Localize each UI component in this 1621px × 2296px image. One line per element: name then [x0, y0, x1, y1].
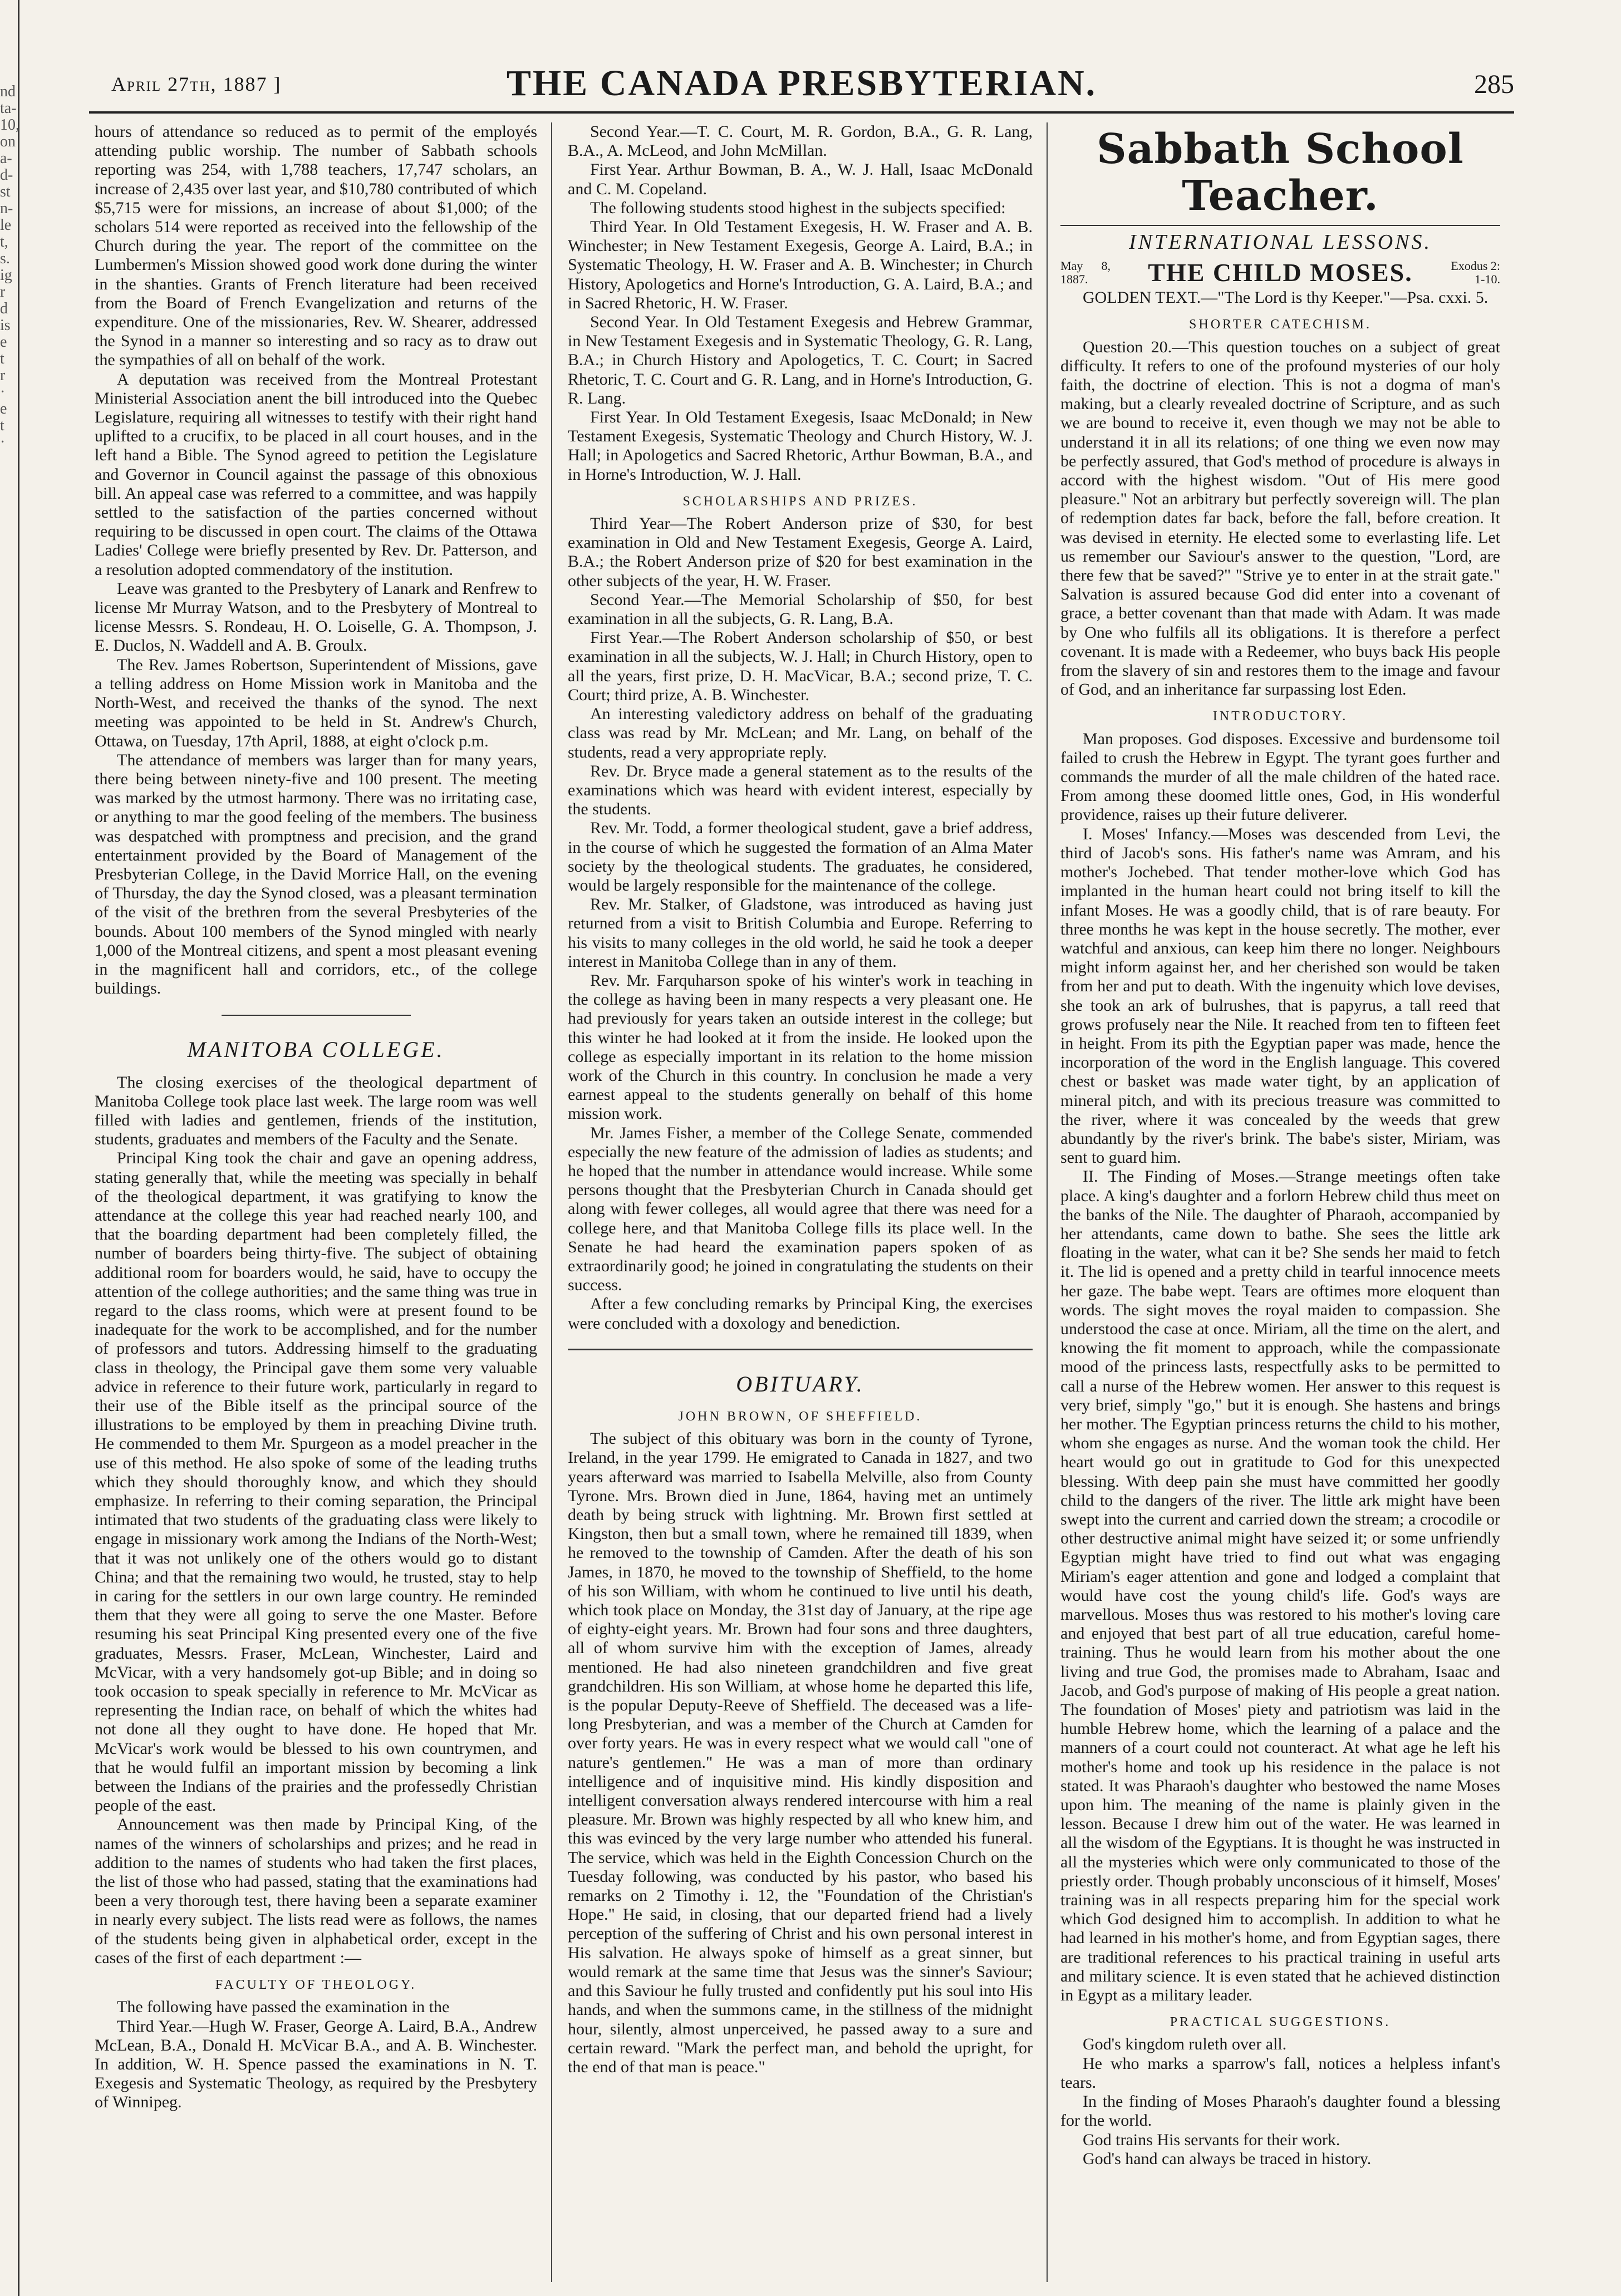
section-divider: [568, 1349, 1033, 1350]
suggestion-item: He who marks a sparrow's fall, notices a helpless infant's tears.: [1060, 2054, 1500, 2092]
article-paragraph: Rev. Dr. Bryce made a general statement as to the results of the examinations which was heard with evident interest, especially by the students.: [568, 761, 1033, 819]
obituary-subheading: JOHN BROWN, OF SHEFFIELD.: [678, 1409, 922, 1424]
shorter-catechism-heading: SHORTER CATECHISM.: [1189, 317, 1372, 332]
article-paragraph: hours of attendance so reduced as to permit of the employés attending public worship. The number of Sabbath schools reporting was 254, with 1,788 teachers, 17,747 scholars, an increase of 2,435 over last year, and $10,780 contributed of which $5,715 were for missions, an increase of about $1,000; of the scholars 514 were reported as received into the fellowship of the Church during the year. The report of the committee on the Lumbermen's Mission showed good work done during the winter in the shanties. Grants of French literature had been received from the Board of French Evangelization and returns of the expenditure. One of the missionaries, Rev. W. Shearer, addressed the Synod in a manner so interesting and so racy as to draw out the sympathies of all on behalf of the work.: [95, 122, 537, 370]
column-sabbath-school: [1060, 122, 1500, 2282]
lesson-title: THE CHILD MOSES.: [1148, 258, 1413, 287]
introductory-heading: INTRODUCTORY.: [1212, 709, 1348, 724]
masthead-title: THE CANADA PRESBYTERIAN.: [506, 63, 1097, 104]
article-paragraph: I. Moses' Infancy.—Moses was descended from Levi, the third of Jacob's sons. His father's name was Amram, and his mother's Jochebed. That tender mother-love which God has implanted in the human heart could not bring itself to kill the infant Moses. He was a goodly child, that is of rare beauty. For three months he was kept in the house secretly. The mother, ever watchful and anxious, can keep him there no longer. Neighbours might inform against her, and her cherished son would be taken from her and put to death. With the ingenuity which love devises, she took an ark of bulrushes, that is papyrus, a tall reed that grows profusely near the Nile. It reached from ten to fifteen feet in height. From its pith the Egyptian paper was made, hence the incorporation of the word in the English language. This covered chest or basket was made water tight, by an application of mineral pitch, and with its precious treasure was committed to the river, where it was concealed by the weeds that grew abundantly by the river's brink. The babe's sister, Miriam, was sent to guard him.: [1060, 824, 1500, 1167]
article-paragraph: A deputation was received from the Montreal Protestant Ministerial Association anent the bill introduced into the Quebec Legislature, requiring all witnesses to testify with their right hand uplifted to a crucifix, to be placed in all court houses, and in the left hand a Bible. The Synod agreed to petition the Legislature and Governor in Council against the passage of this obnoxious bill. An appeal case was referred to a committee, and was happily settled to the satisfaction of the parties concerned without requiring to be discussed in open court. The claims of the Ottawa Ladies' College were briefly presented by Rev. Dr. Patterson, and a resolution adopted commendatory of the institution.: [95, 370, 537, 579]
article-paragraph: Mr. James Fisher, a member of the College Senate, commended especially the new feature of the admission of ladies as students; and he hoped that the number in attendance would increase. While some persons thought that the Presbyterian Church in Canada should get along with fewer colleges, all would agree that there was need for a college here, and that Manitoba College fills its place well. In the Senate he had heard the examination papers spoken of as extraordinarily good; he joined in congratulating the students on their success.: [568, 1123, 1033, 1295]
suggestion-item: God's hand can always be traced in history.: [1083, 2149, 1372, 2168]
issue-date: April 27th, 1887 ]: [111, 73, 282, 95]
article-paragraph: Second Year. In Old Testament Exegesis and Hebrew Grammar, in New Testament Exegesis and in Systematic Theology, G. R. Lang, B.A.; in Church History and Apologetics, T. C. Court; in Sacred Rhetoric, T. C. Court and G. R. Lang, and in Horne's Introduction, G. R. Lang.: [568, 313, 1033, 407]
column-rule: [1047, 122, 1048, 2282]
adjacent-page-fragments: nd ta- 10, on a- d- st n- le t, s. ig r d is e t r · e t ·: [0, 83, 19, 451]
manitoba-college-heading: MANITOBA COLLEGE.: [187, 1037, 445, 1063]
article-paragraph: First Year. In Old Testament Exegesis, Isaac McDonald; in New Testament Exegesis, Systematic Theology and Church History, W. J. Hall; in Apologetics and Sacred Rhetoric, Arthur Bowman, B.A., and in Horne's Introduction, W. J. Hall.: [568, 408, 1033, 484]
faculty-of-theology-heading: FACULTY OF THEOLOGY.: [215, 1978, 417, 1993]
article-paragraph: Rev. Mr. Stalker, of Gladstone, was introduced as having just returned from a visit to British Columbia and Europe. Referring to his visits to many colleges in the old world, he said he took a deeper interest in Manitoba College than in any of them.: [568, 895, 1033, 971]
article-paragraph: The attendance of members was larger than for many years, there being between ninety-five and 100 present. The meeting was marked by the utmost harmony. There was no irritating case, or anything to mar the good feeling of the members. The business was despatched with promptness and precision, and the grand entertainment provided by the Board of Management of the Presbyterian College, in the David Morrice Hall, on the evening of Thursday, the day the Synod closed, was a pleasant termination of the visit of the brethren from the several Presbyteries of the bounds. About 100 members of the Synod mingled with nearly 1,000 of the Montreal citizens, and spent a most pleasant evening in the magnificent hall and corridors, etc., of the college buildings.: [95, 750, 537, 998]
article-paragraph: Question 20.—This question touches on a subject of great difficulty. It refers to one of the profound mysteries of our holy faith, the doctrine of election. This is not a dogma of man's making, but a clearly revealed doctrine of Scripture, and as such we are bound to receive it, even though we may not be able to understand it in all its relations; of one thing we even now may be perfectly assured, that God's method of procedure is always in accord with the highest wisdom. "Out of His mere good pleasure." Not an arbitrary but perfectly sovereign will. The plan of redemption dates far back, before the fall, before creation. It was devised in eternity. He elected some to everlasting life. Let us remember our Saviour's answer to the question, "Lord, are there few that be saved?" "Strive ye to enter in at the strait gate." Salvation is assured because God did enter into a covenant of grace, a better covenant than that made with Adam. It was made by One who fulfils all its obligations. It is therefore a perfect covenant. It is made with a Redeemer, who buys back His people from the slavery of sin and restores them to the image and favour of God, and an inheritance far surpassing lost Eden.: [1060, 337, 1500, 699]
suggestion-item: God's kingdom ruleth over all.: [1083, 2035, 1287, 2054]
article-paragraph: First Year.—The Robert Anderson scholarship of $50, or best examination in all the subjects, W. J. Hall; in Church History, open to all the years, first prize, D. H. MacVicar, B.A.; second prize, T. C. Court; third prize, A. B. Winchester.: [568, 628, 1033, 704]
article-paragraph: Third Year. In Old Testament Exegesis, H. W. Fraser and A. B. Winchester; in New Testament Exegesis, George A. Laird, B.A.; in Systematic Theology, H. W. Fraser and A. B. Winchester; in Church History, Apologetics and Horne's Introduction, G. A. Laird, B.A.; and in Sacred Rhetoric, H. W. Fraser.: [568, 218, 1033, 312]
column-college-results: [568, 122, 1033, 2282]
article-paragraph: The subject of this obituary was born in the county of Tyrone, Ireland, in the year 1799. He emigrated to Canada in 1827, and two years afterward was married to Isabella Melville, also from County Tyrone. Mrs. Brown died in June, 1864, having met an untimely death by being struck with lightning. Mr. Brown first settled at Kingston, then but a small town, where he remained till 1839, when he removed to the township of Camden. After the death of his son James, in 1870, he moved to the township of Sheffield, to the home of his son William, with whom he continued to live until his death, which took place on Monday, the 31st day of January, at the ripe age of eighty-eight years. Mr. Brown had four sons and three daughters, all of whom survive him with the exception of James, already mentioned. He had also nineteen grandchildren and five great grandchildren. His son William, at whose home he departed this life, is the popular Deputy-Reeve of Sheffield. The deceased was a life-long Presbyterian, and was a member of the Church at Camden for over forty years. He was in every respect what we would call "one of nature's gentlemen." He was a man of more than ordinary intelligence and of inquisitive mind. His kindly disposition and intelligent conversation always rendered intercourse with him a real pleasure. Mr. Brown was highly respected by all who knew him, and this was evinced by the very large number who attended his funeral. The service, which was held in the Eighth Concession Church on the Tuesday following, was conducted by his pastor, who based his remarks on 2 Timothy i. 12, the "Foundation of the Christian's Hope." He said, in closing, that our departed friend had a lively perception of the suffering of Christ and his own personal interest in His salvation. He always spoke of himself as a great sinner, but would remark at the same time that Jesus was the sinner's Saviour; and this Saviour he fully trusted and confidently put his soul into His hands, and when the summons came, in the stillness of the midnight hour, silently, almost unperceived, he passed away to a sure and certain reward. "Mark the perfect man, and behold the upright, for the end of that man is peace.": [568, 1429, 1033, 2076]
international-lessons-heading: INTERNATIONAL LESSONS.: [1060, 225, 1500, 252]
section-divider: [222, 1015, 411, 1016]
article-paragraph: The closing exercises of the theological department of Manitoba College took place last week. The large room was well filled with ladies and gentlemen, friends of the institution, students, graduates and members of the Faculty and the Senate.: [95, 1073, 537, 1149]
article-paragraph: Rev. Mr. Farquharson spoke of his winter's work in teaching in the college as having been in many respects a very pleasant one. He had previously for years taken an outside interest in the college; but this winter he had looked at it from the inside. He looked upon the college as especially important in its relation to the home mission work of the Church in this country. In conclusion he made a very earnest appeal to the students generally on behalf of this home mission work.: [568, 971, 1033, 1123]
lesson-title-row: [1060, 259, 1500, 286]
golden-text: GOLDEN TEXT.—"The Lord is thy Keeper."—Psa. cxxi. 5.: [1083, 288, 1489, 307]
article-paragraph: The Rev. James Robertson, Superintendent of Missions, gave a telling address on Home Mission work in Manitoba and the North-West, and received the thanks of the synod. The next meeting was appointed to be held in St. Andrew's Church, Ottawa, on Tuesday, 17th April, 1888, at eight o'clock p.m.: [95, 655, 537, 750]
article-paragraph: Second Year.—The Memorial Scholarship of $50, for best examination in all the subjects, G. R. Lang, B.A.: [568, 590, 1033, 628]
page-number: 285: [1474, 70, 1514, 99]
article-paragraph: Third Year.—Hugh W. Fraser, George A. Laird, B.A., Andrew McLean, B.A., Donald H. McVicar B.A., and A. B. Winchester. In addition, W. H. Spence passed the examinations in N. T. Exegesis and Systematic Theology, as required by the Presbytery of Winnipeg.: [95, 2017, 537, 2112]
article-paragraph: After a few concluding remarks by Principal King, the exercises were concluded with a doxology and benediction.: [568, 1295, 1033, 1333]
suggestion-item: God trains His servants for their work.: [1083, 2130, 1340, 2149]
article-paragraph: Rev. Mr. Todd, a former theological student, gave a brief address, in the course of which he suggested the formation of an Alma Mater society by the theological students. The graduates, he considered, would be largely responsible for the maintenance of the college.: [568, 819, 1033, 894]
article-paragraph: The following students stood highest in the subjects specified:: [590, 198, 1006, 217]
obituary-heading: OBITUARY.: [736, 1371, 864, 1397]
article-paragraph: Second Year.—T. C. Court, M. R. Gordon, B.A., G. R. Lang, B.A., A. McLeod, and John McMillan.: [568, 122, 1033, 160]
lesson-scripture-ref: Exodus 2: 1-10.: [1451, 259, 1500, 287]
article-paragraph: First Year. Arthur Bowman, B. A., W. J. Hall, Isaac McDonald and C. M. Copeland.: [568, 160, 1033, 198]
article-paragraph: The following have passed the examination in the: [117, 1998, 450, 2017]
practical-suggestions-heading: PRACTICAL SUGGESTIONS.: [1170, 2015, 1391, 2030]
suggestion-item: In the finding of Moses Pharaoh's daughter found a blessing for the world.: [1060, 2092, 1500, 2130]
lesson-date: May 8, 1887.: [1060, 259, 1111, 287]
article-paragraph: Leave was granted to the Presbytery of Lanark and Renfrew to license Mr Murray Watson, and to the Presbytery of Montreal to license Messrs. S. Rondeau, H. O. Loiselle, G. A. Thompson, J. E. Duclos, N. Waddell and A. B. Groulx.: [95, 579, 537, 655]
column-synod-report: [95, 122, 537, 2282]
article-paragraph: Announcement was then made by Principal King, of the names of the winners of scholarships and prizes; and he read in addition to the names of students who had taken the first places, the list of those who had passed, stating that the examinations had been a very thorough test, there having been a separate examiner in nearly every subject. The lists read were as follows, the names of the students being given in alphabetical order, except in the cases of the first of each department :—: [95, 1815, 537, 1967]
article-paragraph: An interesting valedictory address on behalf of the graduating class was read by Mr. McLean; and Mr. Lang, on behalf of the students, read a very appropriate reply.: [568, 705, 1033, 761]
article-paragraph: II. The Finding of Moses.—Strange meetings often take place. A king's daughter and a forlorn Hebrew child thus meet on the banks of the Nile. The daughter of Pharaoh, accompanied by her attendants, came down to bathe. She sees the little ark floating in the water, what can it be? She sends her maid to fetch it. The lid is opened and a pretty child in tearful innocence meets her gaze. The babe wept. Tears are oftimes more eloquent than words. The sight moves the royal maiden to compassion. She understood the case at once. Miriam, all the time on the alert, and knowing the fit moment to approach, while the compassionate mood of the princess lasts, respectfully asks to be permitted to call a nurse of the Hebrew women. Her answer to this request is very brief, simply "go," but it is enough. She hastens and brings her mother. The Egyptian princess returns the child to his mother, whom she engages as nurse. And the woman took the child. Her heart would go out in gratitude to God for this unexpected blessing. With deep pain she must have committed her goodly child to the dangers of the river. The little ark might have been swept into the current and carried down the stream; a crocodile or other destructive animal might have seized it; or some unfriendly Egyptian might have tried to find out what was engaging Miriam's eager attention and gone and lodged a complaint that would have cost the young child's life. God's ways are marvellous. Moses thus was restored to his mother's loving care and enjoyed that best part of all true education, careful home-training. Thus he would learn from his mother about the one living and true God, the promises made to Abraham, Isaac and Jacob, and God's purpose of making of His people a great nation. The foundation of Moses' piety and patriotism was laid in the humble Hebrew home, which the learning of a palace and the manners of a court could not counteract. At what age he left his mother's home and took up his residence in the palace is not stated. It was Pharaoh's daughter who bestowed the name Moses upon him. The meaning of the name is plainly given in the lesson. Because I drew him out of the water. He was learned in all the wisdom of the Egyptians. It is thought he was instructed in all the mysteries which were only communicated to those of the priestly order. Though probably unconscious of it himself, Moses' training was in all respects preparing him for the special work which God designed him to accomplish. In addition to what he had learned in his mother's home, and from Egyptian sages, there are traditional references to his practical training in useful arts and military science. It is even stated that he achieved distinction in Egypt as a military leader.: [1060, 1167, 1500, 2005]
article-paragraph: Third Year—The Robert Anderson prize of $30, for best examination in Old and New Testament Exegesis, George A. Laird, B.A.; the Robert Anderson prize of $20 for best examination in the other subjects of the year, H. W. Fraser.: [568, 514, 1033, 590]
article-paragraph: Man proposes. God disposes. Excessive and burdensome toil failed to crush the Hebrew in Egypt. The tyrant goes further and commands the murder of all the male children of the hated race. From among these doomed little ones, God, in His wonderful providence, raises up their future deliverer.: [1060, 729, 1500, 824]
scholarships-heading: SCHOLARSHIPS AND PRIZES.: [682, 494, 918, 509]
sabbath-school-banner: Sabbath School Teacher.: [1097, 125, 1464, 220]
article-paragraph: Principal King took the chair and gave an opening address, stating generally that, while the meeting was specially in behalf of the theological department, it was gratifying to know the attendance at the college this year had reached nearly 100, and that the boarding department had been completely filled, the number of boarders being thirty-five. The subject of obtaining additional room for boarders would, he said, have to occupy the attention of the college authorities; and the same thing was true in regard to the class rooms, which were at present found to be inadequate for the work to be accomplished, and for the number of professors and tutors. Addressing himself to the graduating class in theology, the Principal gave them some very valuable advice in reference to their future work, particularly in regard to their use of the Bible itself as the principal source of the illustrations to be employed by them in preaching Divine truth. He commended to them Mr. Spurgeon as a model preacher in the use of this method. He also spoke of some of the leading truths which they should thoroughly know, and which they should emphasize. In referring to their coming separation, the Principal intimated that two students of the graduating class were likely to engage in missionary work among the Indians of the North-West; that it was not unlikely one of the others would go to distant China; and that the remaining two would, he trusted, stay to help in caring for the settlers in our own large country. He reminded them that they were all going to serve the one Master. Before resuming his seat Principal King presented every one of the five graduates, Messrs. Fraser, McLean, Winchester, Laird and McVicar, with a very handsomely got-up Bible; and in doing so took occasion to speak specially in reference to Mr. McVicar as representing the Indian race, on behalf of which the whites had not done all they ought to have done. He hoped that Mr. McVicar's work would be blessed to his own countrymen, and that he would fulfil an important mission by becoming a link between the Indians of the prairies and the professedly Christian people of the east.: [95, 1149, 537, 1815]
column-rule: [551, 122, 552, 2282]
page-header: [89, 61, 1514, 114]
